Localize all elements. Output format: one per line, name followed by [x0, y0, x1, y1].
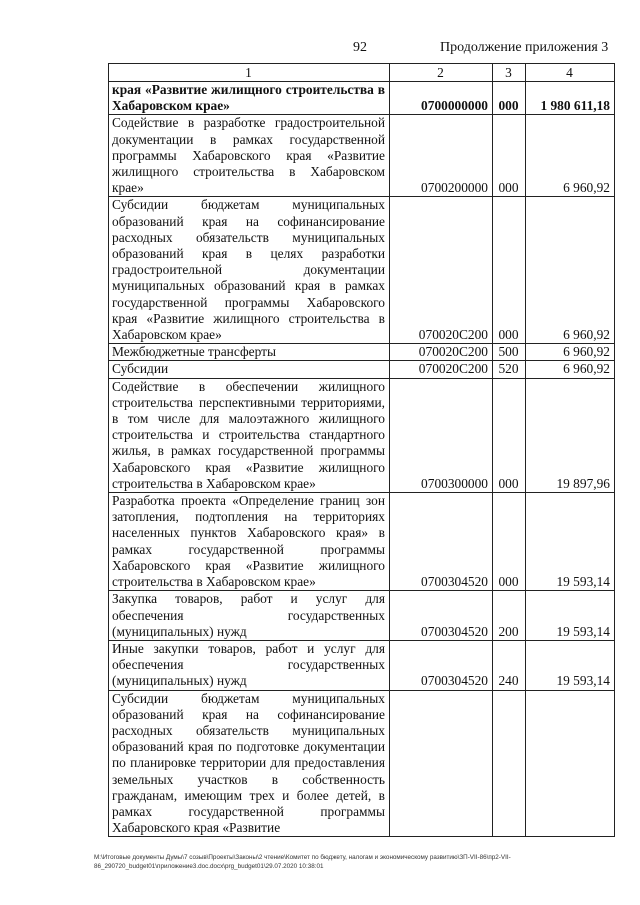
amount-cell: 1 980 611,18 — [526, 82, 615, 115]
amount-cell: 19 897,96 — [526, 378, 615, 492]
target-article-code-cell: 0700304520 — [390, 591, 493, 641]
column-number: 3 — [493, 64, 526, 82]
target-article-code-cell: 0700300000 — [390, 378, 493, 492]
expense-type-cell: 000 — [493, 378, 526, 492]
table-row — [109, 378, 615, 492]
column-number: 4 — [526, 64, 615, 82]
amount-cell: 6 960,92 — [526, 115, 615, 197]
document-path-footer — [94, 853, 614, 871]
column-number-row — [109, 64, 615, 82]
footer-path-line: M:\Итоговые документы Думы\7 созыв\Проекты\Законы\2 чтение\Комитет по бюджету, налогам и экономическому развитию\ЗП-VII-86\пр2-VII- — [94, 854, 511, 861]
target-article-code-cell: 070020С200 — [390, 361, 493, 378]
row-name-cell: Субсидии бюджетам муниципальных образований края на софинансирование расходных обязательств муниципальных образований края в целях разработки градостроительной документации муниципальных образований края в рамках государственной программы Хабаровского края «Развитие жилищного строительства в Хабаровском крае» — [109, 197, 390, 344]
expense-type-cell: 000 — [493, 197, 526, 344]
target-article-code-cell: 0700200000 — [390, 115, 493, 197]
row-name-cell: Закупка товаров, работ и услуг для обеспечения государственных (муниципальных) нужд — [109, 591, 390, 641]
row-name-cell: Межбюджетные трансферты — [109, 344, 390, 361]
expense-type-cell — [493, 690, 526, 837]
expense-type-cell: 200 — [493, 591, 526, 641]
amount-cell: 19 593,14 — [526, 591, 615, 641]
table-row — [109, 640, 615, 690]
column-number: 2 — [390, 64, 493, 82]
amount-cell: 19 593,14 — [526, 493, 615, 591]
expense-type-cell: 000 — [493, 493, 526, 591]
table-row — [109, 493, 615, 591]
budget-table — [108, 63, 615, 837]
table-row — [109, 197, 615, 344]
row-name-cell: края «Развитие жилищного строительства в Хабаровском крае» — [109, 82, 390, 115]
row-name-cell: Содействие в разработке градостроительной документации в рамках государственной программы Хабаровского края «Развитие жилищного строительства в Хабаровском крае» — [109, 115, 390, 197]
expense-type-cell: 240 — [493, 640, 526, 690]
expense-type-cell: 500 — [493, 344, 526, 361]
row-name-cell: Субсидии бюджетам муниципальных образований края на софинансирование расходных обязательств муниципальных образований края по подготовке документации по планировке территории для предоставления земельных участков в собственность гражданам, имеющим трех и более детей, в рамках государственной программы Хабаровского края «Развитие — [109, 690, 390, 837]
table-row — [109, 344, 615, 361]
expense-type-cell: 000 — [493, 115, 526, 197]
table-row — [109, 690, 615, 837]
table-row — [109, 82, 615, 115]
target-article-code-cell: 0700000000 — [390, 82, 493, 115]
amount-cell: 6 960,92 — [526, 344, 615, 361]
expense-type-cell: 000 — [493, 82, 526, 115]
row-name-cell: Содействие в обеспечении жилищного строительства перспективными территориями, в том числе для малоэтажного жилищного строительства и строительства стандартного жилья, в рамках государственной программы Хабаровского края «Развитие жилищного строительства в Хабаровском крае» — [109, 378, 390, 492]
amount-cell — [526, 690, 615, 837]
row-name-cell: Иные закупки товаров, работ и услуг для обеспечения государственных (муниципальных) нужд — [109, 640, 390, 690]
row-name-cell: Разработка проекта «Определение границ зон затопления, подтопления на территориях населенных пунктов Хабаровского края» в рамках государственной программы Хабаровского края «Развитие жилищного строительства в Хабаровском крае» — [109, 493, 390, 591]
amount-cell: 6 960,92 — [526, 361, 615, 378]
table-row — [109, 591, 615, 641]
footer-path-line: 86_290720_budget01\приложение3.doc.docx\prg_budget01\29.07.2020 10:38:01 — [94, 863, 324, 870]
page-number: 92 — [353, 40, 367, 55]
target-article-code-cell: 070020С200 — [390, 197, 493, 344]
row-name-cell: Субсидии — [109, 361, 390, 378]
continuation-label: Продолжение приложения 3 — [440, 40, 609, 55]
amount-cell: 6 960,92 — [526, 197, 615, 344]
amount-cell: 19 593,14 — [526, 640, 615, 690]
target-article-code-cell — [390, 690, 493, 837]
column-number: 1 — [109, 64, 390, 82]
table-row — [109, 361, 615, 378]
target-article-code-cell: 0700304520 — [390, 493, 493, 591]
budget-table-body — [109, 64, 615, 837]
table-row — [109, 115, 615, 197]
target-article-code-cell: 070020С200 — [390, 344, 493, 361]
expense-type-cell: 520 — [493, 361, 526, 378]
target-article-code-cell: 0700304520 — [390, 640, 493, 690]
